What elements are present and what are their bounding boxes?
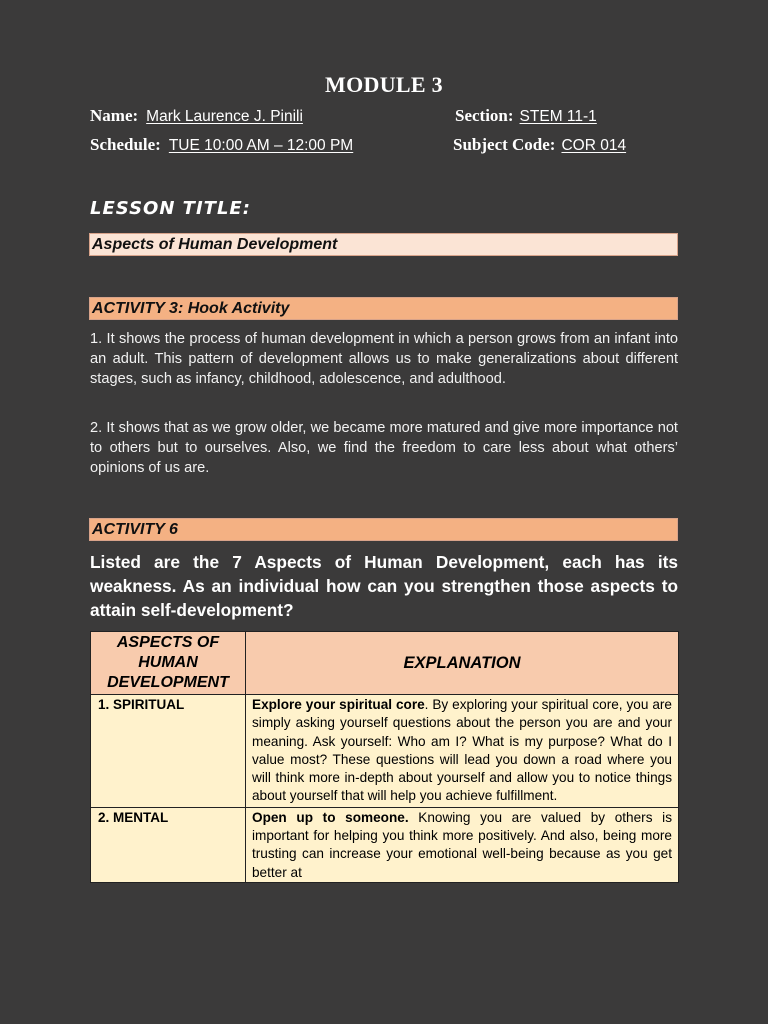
module-title: MODULE 3: [325, 72, 443, 97]
header-explanation: EXPLANATION: [246, 632, 679, 695]
activity3-heading: ACTIVITY 3: Hook Activity: [89, 297, 678, 320]
schedule-row: [90, 135, 353, 155]
activity3-paragraph-2: 2. It shows that as we grow older, we became more matured and give more importance not to others but to ourselves. Also, we find the freedom to care less about what others’ opinions of us are.: [90, 420, 678, 476]
subject-value: COR 014: [561, 137, 627, 154]
table-row: [91, 695, 679, 808]
section-row: [455, 106, 597, 126]
explanation-cell: [246, 695, 679, 808]
explanation-lead: Explore your spiritual core: [252, 697, 425, 712]
lesson-title-bar: Aspects of Human Development: [89, 233, 678, 256]
lesson-heading: LESSON TITLE:: [90, 198, 251, 219]
explanation-text: Knowing you are valued by others is important for helping you think more positively. And also, being more trusting can increase your emotional well-being because as you get better at: [252, 809, 672, 880]
aspects-table: [90, 631, 679, 883]
explanation-text: . By exploring your spiritual core, you are simply asking yourself questions about the person you are and your meaning. Ask yourself: Who am I? What is my purpose? What do I value most? These questions will lead you down a road where you will think more in-depth about yourself and allow you to notice things about yourself that will help you achieve fulfillment.: [252, 697, 672, 804]
explanation-clip: [252, 809, 672, 881]
subject-row: [453, 135, 626, 155]
activity6-question: Listed are the 7 Aspects of Human Development, each has its weakness. As an individual how can you strengthen those aspects to attain self-development?: [90, 552, 678, 620]
subject-label: Subject Code:: [453, 135, 556, 154]
header-aspects: ASPECTS OF HUMAN DEVELOPMENT: [91, 632, 246, 695]
aspect-cell: 1. SPIRITUAL: [91, 695, 246, 808]
aspect-cell: 2. MENTAL: [91, 807, 246, 882]
activity6-heading: ACTIVITY 6: [89, 518, 678, 541]
name-value: Mark Laurence J. Pinili: [146, 108, 303, 125]
explanation-cell: [246, 807, 679, 882]
activity3-paragraph-1: 1. It shows the process of human development in which a person grows from an infant into an adult. This pattern of development allows us to make generalizations about different stages, such as infancy, childhood, adolescence, and adulthood.: [90, 331, 678, 387]
section-value: STEM 11-1: [519, 108, 597, 125]
table-row: [91, 807, 679, 882]
name-label: Name:: [90, 106, 139, 125]
section-label: Section:: [455, 106, 514, 125]
table-header-row: [91, 632, 679, 695]
schedule-value: TUE 10:00 AM – 12:00 PM: [168, 137, 354, 154]
explanation-lead: Open up to someone.: [252, 809, 409, 825]
schedule-label: Schedule:: [90, 135, 161, 154]
name-row: [90, 106, 303, 126]
